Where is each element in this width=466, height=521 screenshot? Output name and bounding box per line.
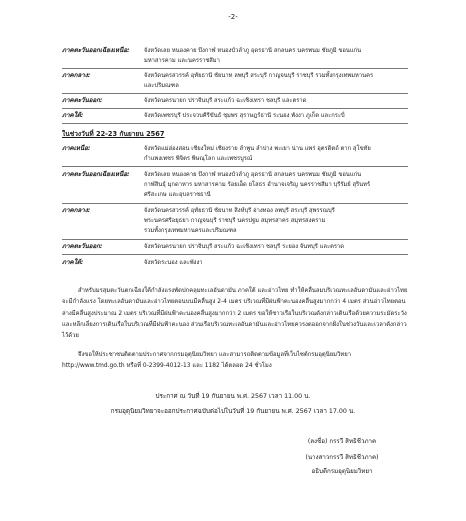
province-line: กาฬสินธุ์ มุกดาหาร มหาสารคาม ร้อยเอ็ด ยโสธร อำนาจเจริญ นครราชสีมา บุรีรัมย์ สุรินทร์ bbox=[144, 182, 371, 188]
divider bbox=[62, 123, 408, 124]
region-provinces bbox=[144, 46, 432, 66]
divider bbox=[62, 68, 408, 69]
region-provinces bbox=[144, 71, 432, 91]
region-provinces bbox=[144, 258, 432, 268]
signature-title: อธิบดีกรมอุตุนิยมวิทยา bbox=[311, 468, 373, 475]
province-line: จังหวัดนครสวรรค์ อุทัยธานี ชัยนาท สิงห์บุรี อ่างทอง ลพบุรี สระบุรี สุพรรณบุรี bbox=[144, 208, 335, 214]
region-provinces bbox=[144, 242, 432, 252]
divider bbox=[62, 93, 408, 94]
region-label: ภาคตะวันออก: bbox=[62, 97, 103, 104]
divider bbox=[62, 108, 408, 109]
province-line: จังหวัดนครนายก ปราจีนบุรี สระแก้ว ฉะเชิงเทรา ชลบุรี และตราด bbox=[144, 98, 307, 104]
province-line: จังหวัดแม่ฮ่องสอน เชียงใหม่ เชียงราย ลำพูน ลำปาง พะเยา น่าน แพร่ อุตรดิตถ์ ตาก สุโขทัย bbox=[144, 146, 371, 152]
province-line: รวมทั้งกรุงเทพมหานครและปริมณฑล bbox=[144, 228, 237, 234]
province-line: จังหวัดเลย หนองคาย บึงกาฬ หนองบัวลำภู อุดรธานี สกลนคร นครพนม ชัยภูมิ ขอนแก่น bbox=[144, 48, 362, 54]
section-title: ในช่วงวันที่ 22-23 กันยายน 2567 bbox=[62, 130, 165, 138]
region-label: ภาคตะวันออกเฉียงเหนือ: bbox=[62, 47, 130, 54]
region-label: ภาคตะวันออกเฉียงเหนือ: bbox=[62, 171, 130, 178]
region-label: ภาคตะวันออก: bbox=[62, 243, 103, 250]
region-provinces bbox=[144, 206, 432, 236]
region-label: ภาคกลาง: bbox=[62, 72, 91, 79]
region-provinces bbox=[144, 170, 432, 200]
announcement-date: ประกาศ ณ วันที่ 19 กันยายน พ.ศ. 2567 เวลา 11.00 น. bbox=[155, 393, 311, 400]
signature-name: (นางสาวกรรวี สิทธิชีวภาค) bbox=[305, 454, 379, 461]
next-announcement: กรมอุตุนิยมวิทยาจะออกประกาศฉบับต่อไปในวันที่ 19 กันยายน พ.ศ. 2567 เวลา 17.00 น. bbox=[110, 408, 356, 415]
province-line: กำแพงเพชร พิจิตร พิษณุโลก และเพชรบูรณ์ bbox=[144, 156, 253, 162]
province-line: มหาสารคาม และนครราชสีมา bbox=[144, 58, 220, 64]
province-line: จังหวัดระนอง และพังงา bbox=[144, 260, 203, 266]
province-line: พระนครศรีอยุธยา กาญจนบุรี ราชบุรี นครปฐม สมุทรสาคร สมุทรสงคราม bbox=[144, 218, 326, 224]
region-label: ภาคใต้: bbox=[62, 259, 84, 266]
province-line: จังหวัดเพชรบุรี ประจวบคีรีขันธ์ ชุมพร สุราษฎร์ธานี ระนอง พังงา ภูเก็ต และกระบี่ bbox=[144, 113, 345, 119]
region-provinces bbox=[144, 111, 432, 121]
region-label: ภาคเหนือ: bbox=[62, 145, 91, 152]
signature-signed: (ลงชื่อ) กรรวี สิทธิชีวภาค bbox=[307, 438, 377, 445]
province-line: จังหวัดเลย หนองคาย บึงกาฬ หนองบัวลำภู อุดรธานี สกลนคร นครพนม ชัยภูมิ ขอนแก่น bbox=[144, 172, 362, 178]
divider bbox=[62, 239, 408, 240]
page-number: -2- bbox=[228, 13, 238, 21]
region-label: ภาคใต้: bbox=[62, 112, 84, 119]
province-line: ศรีสะเกษ และอุบลราชธานี bbox=[144, 192, 211, 198]
divider bbox=[62, 166, 408, 167]
region-label: ภาคกลาง: bbox=[62, 207, 91, 214]
province-line: จังหวัดนครสวรรค์ อุทัยธานี ชัยนาท ลพบุรี สระบุรี กาญจนบุรี ราชบุรี รวมทั้งกรุงเทพมหานคร bbox=[144, 73, 374, 79]
advisory-paragraph: สำหรับมรสุมตะวันตกเฉียงใต้กำลังแรงพัดปกคลุมทะเลอันดามัน ภาคใต้ และอ่าวไทย ทำให้คลื่นลมบริเวณทะเลอันดามันและอ่าวไทยจะมีกำลังแรง โดยทะเลอันดามันและอ่าวไทยตอนบนมีคลื่นสูง 2-4 เมตร บริเวณที่มีฝนฟ้าคะนองคลื่นสูงมากกว่า 4 เมตร ส่วนอ่าวไทยตอนล่างมีคลื่นสูงประมาณ 2 เมตร บริเวณที่มีฝนฟ้าคะนองคลื่นสูงมากกว่า 2 เมตร ขอให้ชาวเรือในบริเวณดังกล่าวเดินเรือด้วยความระมัดระวังและหลีกเลี่ยงการเดินเรือในบริเวณที่มีฝนฟ้าคะนอง ส่วนเรือบริเวณทะเลอันดามันและอ่าวไทยควรงดออกจากฝั่งในช่วงวันและเวลาดังกล่าวไว้ด้วย bbox=[62, 288, 408, 340]
contact-paragraph: จึงขอให้ประชาชนติดตามประกาศจากกรมอุตุนิยมวิทยา และสามารถติดตามข้อมูลที่เว็บไซต์กรมอุตุนิยมวิทยา http://www.tmd.go.th หรือที่ 0-2399-4012-13 และ 1182 ได้ตลอด 24 ชั่วโมง bbox=[62, 352, 352, 370]
region-provinces bbox=[144, 96, 432, 106]
region-provinces bbox=[144, 144, 432, 164]
divider bbox=[62, 254, 408, 255]
province-line: จังหวัดนครนายก ปราจีนบุรี สระแก้ว ฉะเชิงเทรา ชลบุรี ระยอง จันทบุรี และตราด bbox=[144, 244, 344, 250]
divider bbox=[62, 203, 408, 204]
province-line: และปริมณฑล bbox=[144, 83, 179, 89]
